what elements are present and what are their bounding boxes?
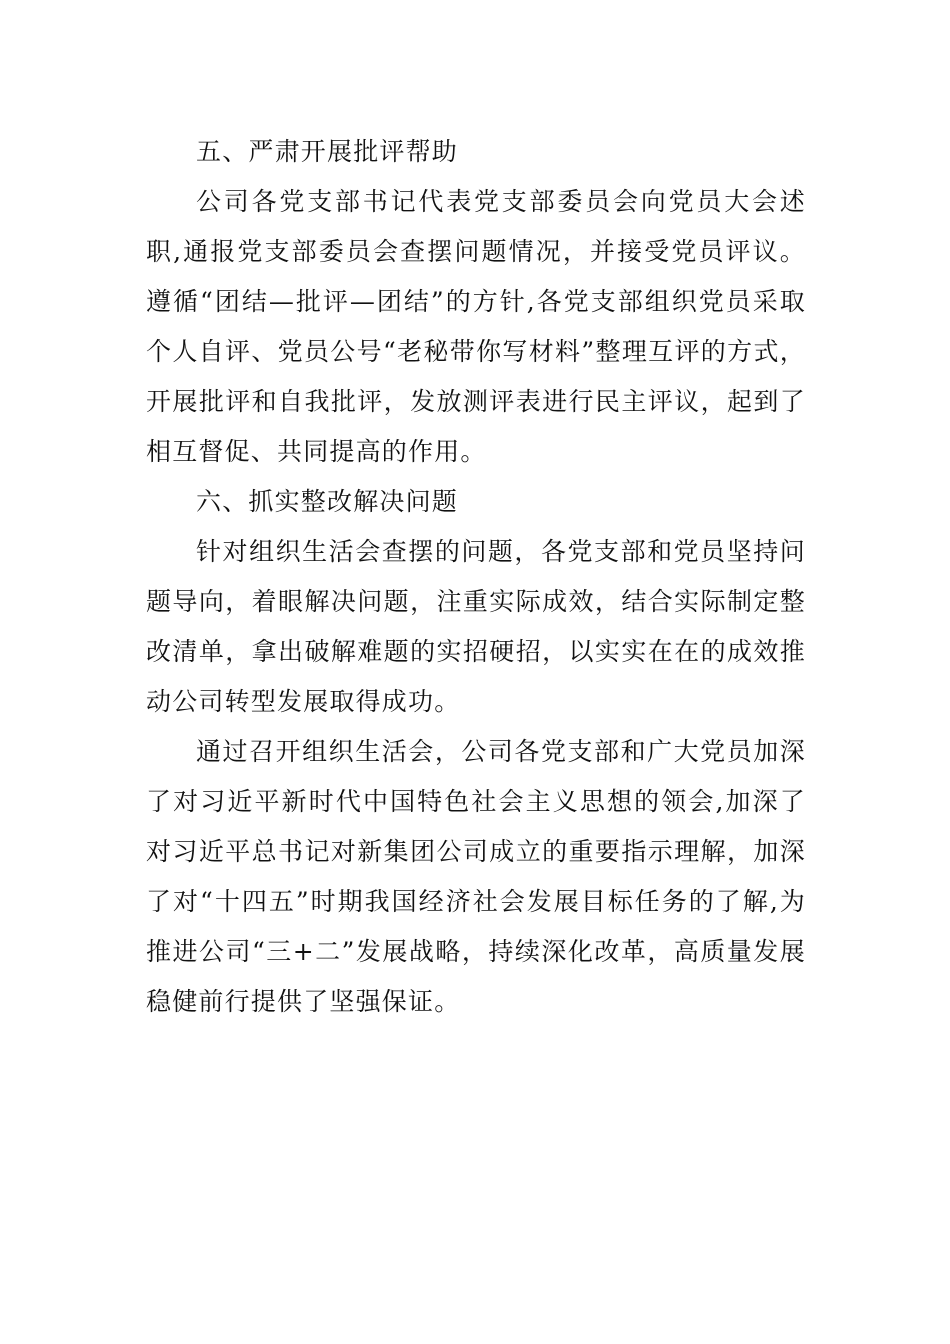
section-6-paragraph: 针对组织生活会查摆的问题，各党支部和党员坚持问题导向，着眼解决问题，注重实际成效，结合实际制定整改清单，拿出破解难题的实招硬招，以实实在在的成效推动公司转型发展取得成功。 bbox=[146, 537, 806, 716]
section-6-heading: 六、抓实整改解决问题 bbox=[196, 487, 459, 516]
section-5-heading: 五、严肃开展批评帮助 bbox=[196, 137, 459, 166]
section-5-paragraph: 公司各党支部书记代表党支部委员会向党员大会述职,通报党支部委员会查摆问题情况，并接受党员评议。遵循“团结—批评—团结”的方针,各党支部组织党员采取个人自评、党员公号“老秘带你写材料”整理互评的方式，开展批评和自我批评，发放测评表进行民主评议，起到了相互督促、共同提高的作用。 bbox=[146, 187, 806, 466]
closing-paragraph: 通过召开组织生活会，公司各党支部和广大党员加深了对习近平新时代中国特色社会主义思想的领会,加深了对习近平总书记对新集团公司成立的重要指示理解，加深了对“十四五”时期我国经济社会发展目标任务的了解,为推进公司“三+二”发展战略，持续深化改革，高质量发展稳健前行提供了坚强保证。 bbox=[146, 737, 806, 1016]
document-body bbox=[146, 127, 806, 1027]
